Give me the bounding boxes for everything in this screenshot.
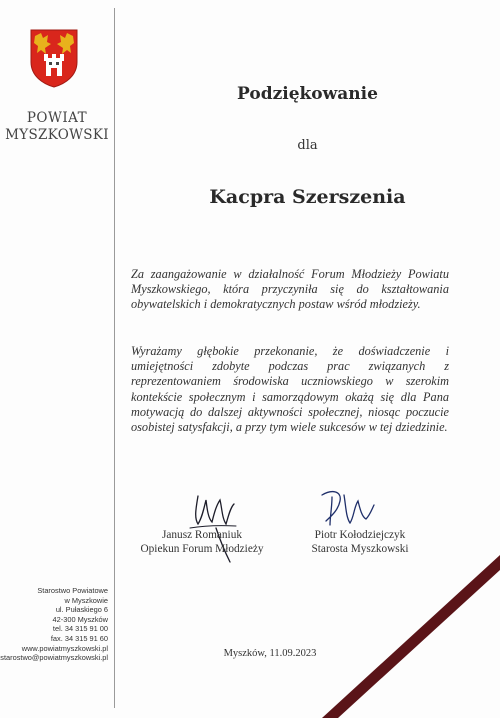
address-line: ul. Pułaskiego 6 bbox=[55, 605, 108, 615]
address-fax: fax. 34 315 91 60 bbox=[50, 633, 108, 643]
dedication-word: dla bbox=[297, 138, 318, 153]
office-address bbox=[0, 586, 108, 663]
address-line: 42-300 Myszków bbox=[52, 614, 108, 624]
county-name-line1: POWIAT bbox=[26, 110, 88, 126]
address-email: starostwo@powiatmyszkowski.pl bbox=[0, 653, 108, 663]
signature-kolodziejczyk bbox=[318, 487, 378, 529]
address-website: www.powiatmyszkowski.pl bbox=[21, 643, 108, 653]
signatory-role: Opiekun Forum Młodzieży bbox=[140, 543, 264, 555]
address-line: Starostwo Powiatowe bbox=[37, 586, 108, 595]
sidebar-divider bbox=[114, 8, 115, 708]
body-paragraph-1: Za zaangażowanie w działalność Forum Młodzieży Powiatu Myszkowskiego, która przyczyniła się do kształtowania obywatelskich i demokratycznych postaw wśród młodzieży. bbox=[131, 267, 449, 312]
address-line: w Myszkowie bbox=[64, 595, 108, 605]
body-paragraph-2: Wyrażamy głębokie przekonanie, że doświadczenie i umiejętności zdobyte podczas prac związanych z reprezentowaniem środowiska uczniowskiego w szerokim kontekście społecznym i samorządowym okażą się dla Pana motywacją do dalszej aktywności społecznej, niosąc poczucie osobistej satysfakcji, a przy tym wiele sukcesów w tej dziedzinie. bbox=[131, 344, 449, 435]
recipient-name: Kacpra Szerszenia bbox=[209, 186, 406, 208]
signatory-role: Starosta Myszkowski bbox=[311, 543, 409, 555]
address-phone: tel. 34 315 91 00 bbox=[52, 624, 108, 634]
county-name-line2: MYSZKOWSKI bbox=[5, 127, 109, 143]
signatory-name: Janusz Romaniuk bbox=[161, 529, 242, 541]
document-title: Podziękowanie bbox=[237, 84, 378, 104]
place-and-date: Myszków, 11.09.2023 bbox=[223, 648, 317, 659]
county-coat-of-arms-icon bbox=[29, 28, 79, 88]
signatory-name: Piotr Kołodziejczyk bbox=[314, 529, 406, 541]
